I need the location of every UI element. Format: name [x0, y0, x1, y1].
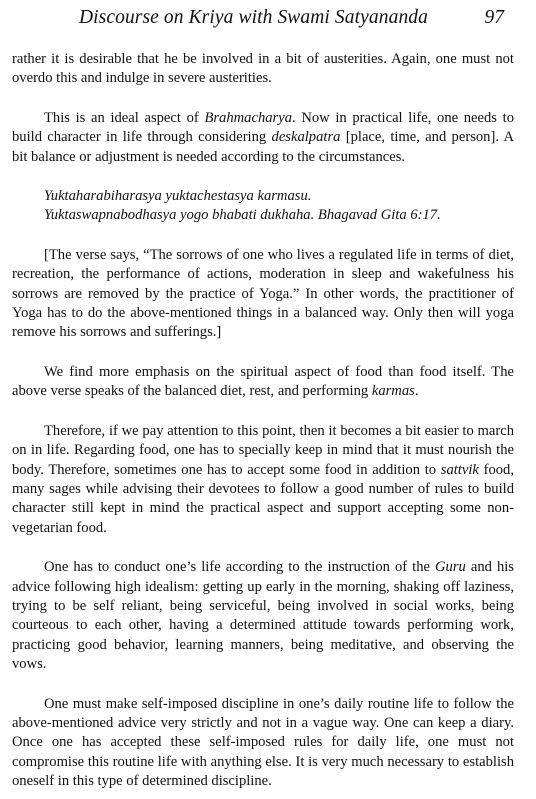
verse-line-1: Yuktaharabiharasya yuktachestasya karmasu.: [44, 188, 312, 205]
term-karmas: karmas: [371, 383, 415, 400]
paragraph-4-text-a: We find more emphasis on the spiritual aspect of food than food itself. The above verse speaks of the balanced diet, rest, and performing: [12, 363, 514, 400]
paragraph-3: [The verse says, “The sorrows of one who lives a regulated life in terms of diet, recreation, the performance of actions, moderation in sleep and wakefulness his sorrows are removed by the practice of Yoga.” In other words, the practitioner of Yoga has to do the above-mentioned things in a balanced way. Only then will yoga remove his sorrows and sufferings.]: [12, 246, 514, 341]
term-brahmacharya: Brahmacharya: [204, 109, 292, 126]
sanskrit-verse: [12, 187, 514, 226]
page-number: 97: [484, 7, 504, 28]
paragraph-6: [12, 558, 514, 674]
paragraph-4-text-c: .: [414, 383, 419, 400]
paragraph-1: rather it is desirable that he be involved in a bit of austerities. Again, one must not overdo this and indulge in severe austerities.: [12, 51, 514, 87]
paragraph-5-text-c: food, many sages while advising their devotees to follow a good number of rules to build character still kept in mind the practical aspect and support accepting some non-vegetarian food.: [12, 461, 514, 536]
paragraph-2-text-e: [place, time, and person]. A bit balance or adjustment is needed according to the circumstances.: [12, 129, 515, 165]
body-text: [12, 50, 514, 792]
paragraph-5: [12, 422, 514, 538]
verse-line-2: Yuktaswapnabodhasya yogo bhabati dukhaha. Bhagavad Gita 6:17.: [44, 207, 441, 224]
running-head: Discourse on Kriya with Swami Satyananda: [78, 7, 428, 28]
paragraph-5-text-a: Therefore, if we pay attention to this point, then it becomes a bit easier to march on in life. Regarding food, one has to specially keep in mind that it must nourish the body. Therefore, sometimes one has to accept some food in addition to: [12, 422, 514, 478]
term-guru: Guru: [435, 559, 466, 576]
term-deskalpatra: deskalpatra: [271, 129, 341, 146]
paragraph-4: [12, 363, 514, 402]
paragraph-2-text-a: This is an ideal aspect of: [44, 109, 205, 126]
term-sattvik: sattvik: [440, 461, 479, 478]
paragraph-7: One must make self-imposed discipline in one’s daily routine life to follow the above-mentioned advice very strictly and not in a vague way. One can keep a diary. Once one has accepted these self-imposed rules for daily life, one must not compromise this routine life with anything else. It is very much necessary to establish oneself in this type of determined discipline.: [12, 695, 514, 790]
paragraph-6-text-c: and his advice following high idealism: getting up early in the morning, shaking off laziness, trying to be self reliant, being serviceful, being involved in social works, being courteous to each other, having a determined attitude towards performing work, practicing good behavior, learning manners, being meditative, and observing the vows.: [12, 559, 514, 673]
page-header: [12, 0, 514, 34]
paragraph-2-text-c: . Now in practical life, one needs to build character in life through considering: [12, 109, 515, 146]
paragraph-2: [12, 109, 514, 167]
paragraph-6-text-a: One has to conduct one’s life according to the instruction of the: [44, 559, 436, 576]
